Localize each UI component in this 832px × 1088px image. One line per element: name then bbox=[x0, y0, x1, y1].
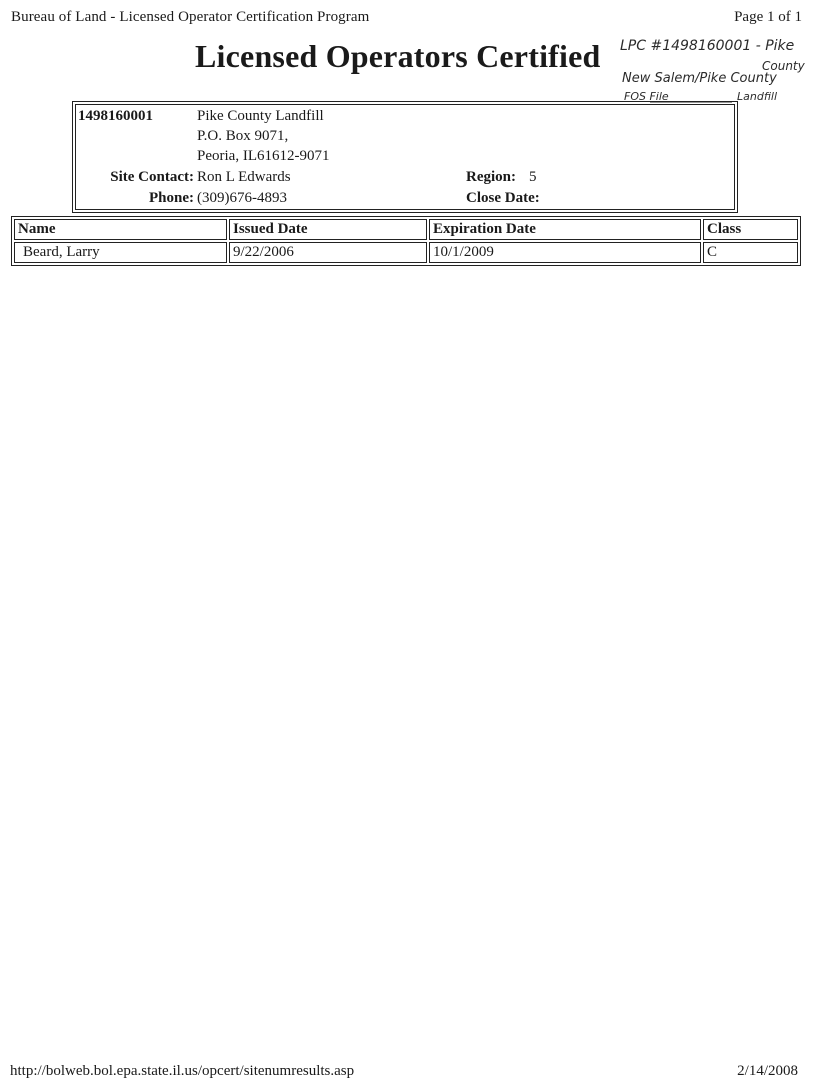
program-header: Bureau of Land - Licensed Operator Certification Program bbox=[11, 9, 370, 25]
close-date-label: Close Date: bbox=[466, 190, 540, 206]
column-header-issued-date: Issued Date bbox=[229, 219, 427, 240]
region-value: 5 bbox=[529, 169, 537, 185]
table-header-row bbox=[14, 219, 798, 240]
site-contact-label: Site Contact: bbox=[110, 169, 194, 185]
site-address-line1: P.O. Box 9071, bbox=[197, 128, 289, 144]
region-label: Region: bbox=[466, 169, 516, 185]
operator-name-cell: Beard, Larry bbox=[14, 242, 227, 263]
footer-url: http://bolweb.bol.epa.state.il.us/opcert/sitenumresults.asp bbox=[10, 1063, 355, 1079]
column-header-expiration-date: Expiration Date bbox=[429, 219, 701, 240]
site-name: Pike County Landfill bbox=[197, 108, 324, 124]
site-id: 1498160001 bbox=[78, 108, 153, 124]
handwritten-line-4: FOS File bbox=[624, 90, 669, 103]
class-cell: C bbox=[703, 242, 798, 263]
site-contact-value: Ron L Edwards bbox=[197, 169, 291, 185]
column-header-class: Class bbox=[703, 219, 798, 240]
footer-date: 2/14/2008 bbox=[737, 1063, 798, 1079]
page-title: Licensed Operators Certified bbox=[195, 38, 601, 74]
issued-date-cell: 9/22/2006 bbox=[229, 242, 427, 263]
site-phone-value: (309)676-4893 bbox=[197, 190, 287, 206]
site-info-box bbox=[72, 101, 738, 213]
handwritten-line-2: County bbox=[762, 59, 805, 73]
page-indicator: Page 1 of 1 bbox=[734, 9, 802, 25]
table-row bbox=[14, 242, 798, 263]
handwritten-line-3: New Salem/Pike County bbox=[622, 71, 777, 86]
operators-table bbox=[11, 216, 801, 266]
handwritten-line-1: LPC #1498160001 - Pike bbox=[620, 38, 795, 54]
site-address-line2: Peoria, IL61612-9071 bbox=[197, 148, 330, 164]
site-phone-label: Phone: bbox=[149, 190, 194, 206]
handwritten-line-5: Landfill bbox=[737, 90, 778, 103]
expiration-date-cell: 10/1/2009 bbox=[429, 242, 701, 263]
column-header-name: Name bbox=[14, 219, 227, 240]
